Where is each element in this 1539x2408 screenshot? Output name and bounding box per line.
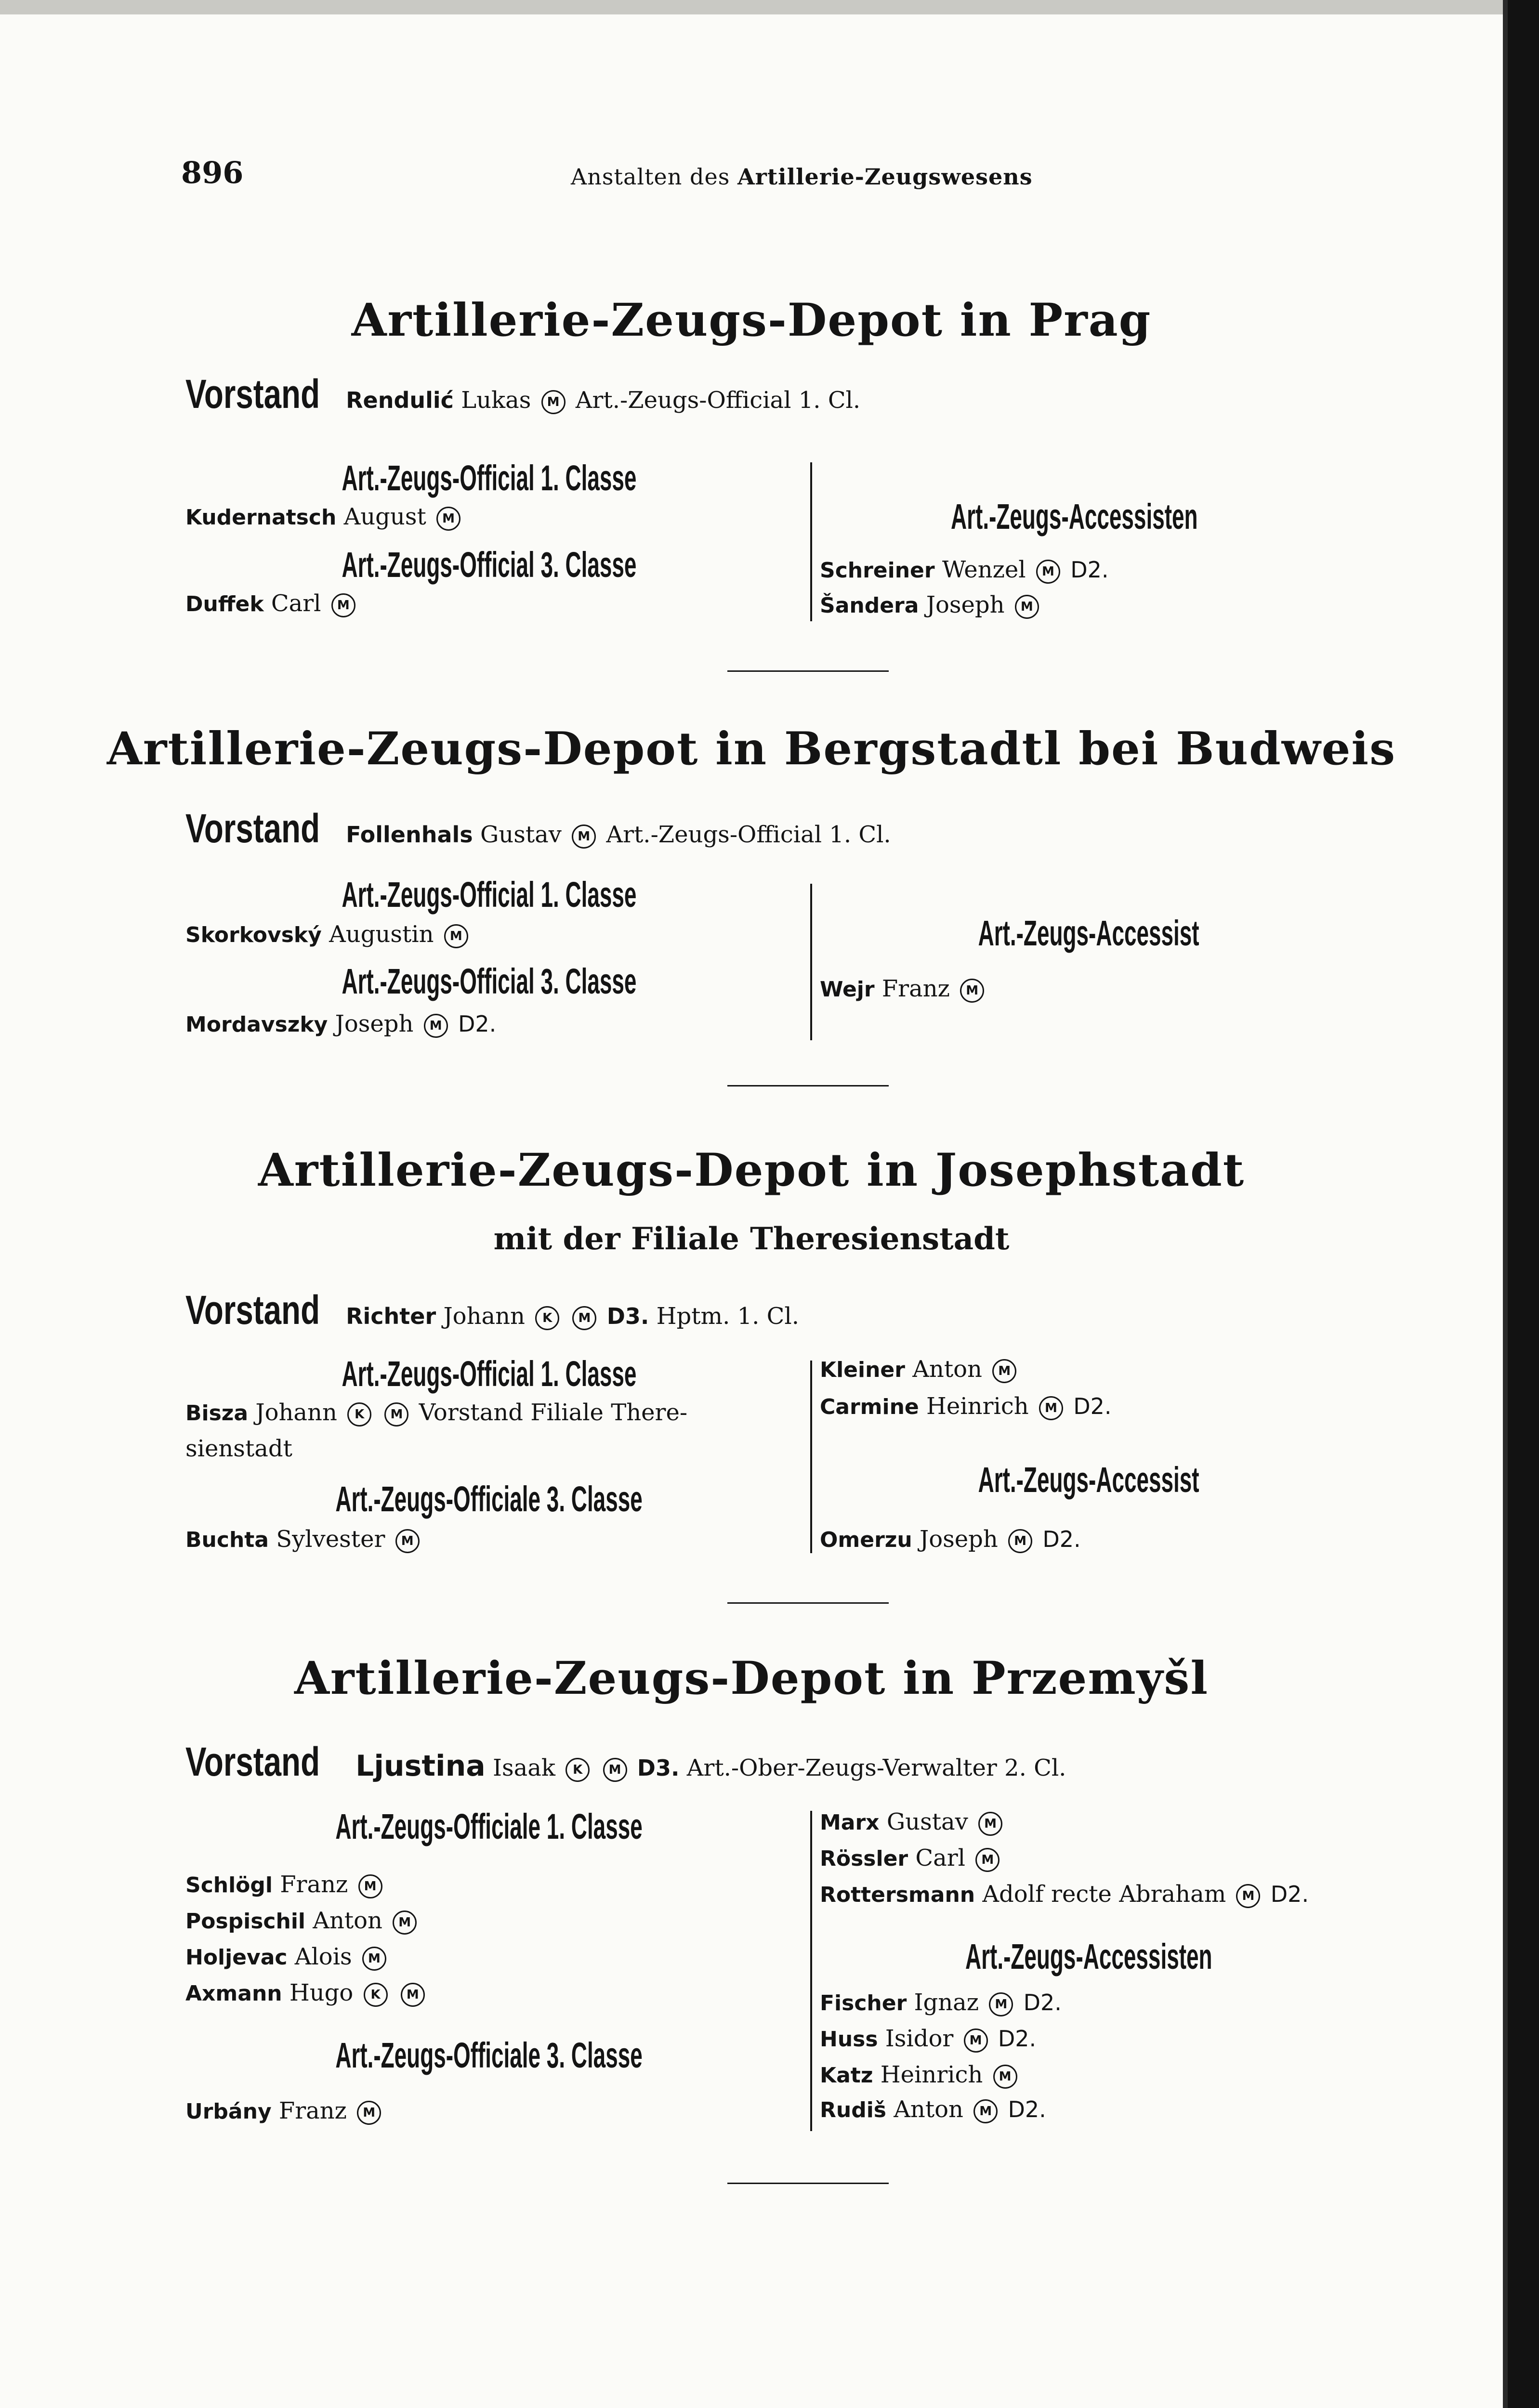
vorstand-line-przemysl [185, 1739, 1066, 1785]
military-merit-icon: M [362, 1947, 386, 1971]
entry-note: Vorstand Filiale There- [419, 1399, 688, 1426]
section-subtitle: mit der Filiale Theresienstadt [493, 1221, 1010, 1257]
entry [820, 591, 1042, 619]
class-heading: Art.-Zeugs-Accessist [978, 1460, 1199, 1500]
entry [185, 2097, 384, 2125]
military-merit-icon: M [357, 2101, 381, 2125]
entry-surname: Holjevac [185, 1945, 288, 1970]
vorstand-surname: Ljustina [355, 1749, 486, 1783]
entry-surname: Bisza [185, 1401, 249, 1426]
class-heading-left [185, 2035, 792, 2076]
military-merit-icon: M [992, 1359, 1016, 1383]
vorstand-label: Vorstand [185, 806, 320, 851]
knight-cross-icon: K [364, 1983, 388, 2007]
entry [820, 2061, 1020, 2089]
entry-surname: Šandera [820, 593, 919, 618]
knight-cross-icon: K [347, 1402, 371, 1426]
entry-surname: Huss [820, 2027, 878, 2052]
entry-firstname: Augustin [329, 921, 434, 948]
entry [185, 1907, 420, 1935]
scan-top-edge [0, 0, 1503, 14]
class-heading: Art.-Zeugs-Official 1. Classe [342, 458, 636, 498]
entry [185, 503, 463, 531]
entry-firstname: Alois [294, 1943, 352, 1970]
military-merit-icon: M [989, 1992, 1013, 2016]
entry-firstname: August [343, 503, 426, 530]
column-divider [810, 884, 812, 1040]
entry-surname: Pospischil [185, 1909, 306, 1934]
class-heading: Art.-Zeugs-Official 1. Classe [342, 1354, 636, 1394]
entry-surname: Mordavszky [185, 1012, 328, 1037]
military-merit-icon: M [572, 1306, 596, 1330]
section-title-josephstadt: Artillerie-Zeugs-Depot in Josephstadt [258, 1144, 1245, 1197]
decoration-mark: D2. [458, 1011, 497, 1037]
entry-surname: Carmine [820, 1395, 919, 1419]
entry-firstname: Adolf recte Abraham [982, 1881, 1226, 1908]
entry-firstname: Joseph [926, 591, 1005, 618]
entry-firstname: Anton [912, 1356, 982, 1383]
military-merit-icon: M [444, 924, 468, 948]
military-merit-icon: M [572, 824, 596, 849]
military-merit-icon: M [1036, 560, 1060, 584]
class-heading-right [819, 913, 1358, 954]
entry-firstname: Carl [915, 1845, 966, 1871]
class-heading-left [185, 458, 792, 498]
class-heading-right [819, 1459, 1358, 1500]
military-merit-icon: M [401, 1983, 425, 2007]
entry [820, 1881, 1309, 1908]
vorstand-label: Vorstand [185, 1739, 320, 1784]
decoration-mark: D2. [1073, 1393, 1112, 1419]
knight-cross-icon: K [535, 1306, 559, 1330]
military-merit-icon: M [331, 593, 355, 617]
vorstand-firstname: Gustav [480, 821, 562, 848]
entry-firstname: Franz [278, 2097, 347, 2124]
military-merit-icon: M [975, 1848, 1000, 1872]
section-divider [727, 670, 889, 672]
entry [820, 1526, 1081, 1553]
class-heading-left [185, 1479, 792, 1519]
class-heading: Art.-Zeugs-Accessisten [950, 497, 1198, 537]
entry-firstname: Joseph [920, 1526, 998, 1553]
entry-surname: Skorkovský [185, 923, 322, 947]
entry-firstname: Hugo [289, 1979, 354, 2006]
entry [185, 1399, 687, 1426]
vorstand-rank: Art.-Ober-Zeugs-Verwalter 2. Cl. [686, 1754, 1066, 1781]
vorstand-line-bergstadtl [185, 805, 891, 852]
class-heading-right [819, 1936, 1358, 1977]
entry [820, 556, 1109, 584]
column-divider [810, 462, 812, 621]
class-heading: Art.-Zeugs-Officiale 3. Classe [335, 1479, 643, 1519]
entry-firstname: Isidor [885, 2025, 954, 2052]
entry-firstname: Johann [255, 1399, 337, 1426]
military-merit-icon: M [1236, 1884, 1260, 1908]
entry [820, 1808, 1005, 1836]
entry [185, 921, 471, 948]
entry [820, 2025, 1036, 2053]
military-merit-icon: M [960, 979, 984, 1003]
entry [820, 2096, 1046, 2123]
military-merit-icon: M [993, 2065, 1017, 2089]
vorstand-rank: Art.-Zeugs-Official 1. Cl. [575, 387, 861, 414]
class-heading-left [185, 1353, 792, 1394]
entry-firstname: Wenzel [942, 556, 1026, 583]
decoration-mark: D2. [1042, 1526, 1081, 1552]
military-merit-icon: M [1008, 1529, 1032, 1553]
entry-firstname: Franz [280, 1871, 348, 1898]
military-merit-icon: M [541, 390, 566, 414]
section-divider [727, 1602, 889, 1604]
military-merit-icon: M [1039, 1396, 1063, 1420]
vorstand-firstname: Isaak [493, 1754, 555, 1781]
military-merit-icon: M [603, 1758, 627, 1782]
decoration-mark: D3. [637, 1755, 680, 1781]
class-heading-left [185, 1806, 792, 1847]
vorstand-surname: Rendulić [346, 387, 454, 413]
column-divider [810, 1361, 812, 1553]
entry [185, 1526, 422, 1553]
entry-surname: Schlögl [185, 1873, 273, 1898]
vorstand-line-prag [185, 371, 860, 418]
decoration-mark: D2. [1070, 557, 1109, 583]
entry-firstname: Ignaz [914, 1989, 979, 2016]
class-heading: Art.-Zeugs-Officiale 1. Classe [335, 1806, 643, 1846]
class-heading-left [185, 961, 792, 1002]
decoration-mark: D2. [1270, 1881, 1309, 1907]
entry-firstname: Sylvester [276, 1526, 385, 1553]
section-title-prag: Artillerie-Zeugs-Depot in Prag [351, 294, 1152, 347]
entry-surname: Buchta [185, 1528, 269, 1552]
entry-firstname: Anton [894, 2096, 963, 2123]
decoration-mark: D2. [1008, 2096, 1046, 2122]
entry-surname: Kleiner [820, 1358, 905, 1382]
entry-surname: Schreiner [820, 558, 935, 583]
entry-surname: Duffek [185, 592, 264, 616]
vorstand-firstname: Johann [443, 1303, 525, 1330]
section-divider [727, 1085, 889, 1086]
entry-surname: Kudernatsch [185, 505, 337, 530]
entry [820, 1393, 1112, 1420]
vorstand-line-josephstadt [185, 1287, 799, 1334]
decoration-mark: D3. [606, 1303, 649, 1329]
entry-firstname: Heinrich [926, 1393, 1029, 1420]
running-head [571, 164, 1033, 190]
class-heading: Art.-Zeugs-Officiale 3. Classe [335, 2035, 643, 2075]
entry-firstname: Carl [271, 590, 321, 617]
military-merit-icon: M [393, 1911, 417, 1935]
entry-firstname: Heinrich [880, 2061, 983, 2088]
entry [185, 1943, 389, 1971]
vorstand-surname: Richter [346, 1303, 436, 1329]
military-merit-icon: M [384, 1402, 408, 1426]
entry-surname: Axmann [185, 1981, 282, 2006]
vorstand-firstname: Lukas [461, 387, 531, 414]
entry [820, 1356, 1019, 1383]
entry-surname: Omerzu [820, 1528, 912, 1552]
knight-cross-icon: K [566, 1758, 590, 1782]
entry [820, 975, 987, 1003]
vorstand-label: Vorstand [185, 1287, 320, 1333]
entry-surname: Wejr [820, 977, 875, 1002]
entry [185, 1010, 496, 1038]
class-heading-left [185, 544, 792, 585]
class-heading: Art.-Zeugs-Accessisten [965, 1937, 1212, 1976]
entry [185, 590, 358, 617]
entry-surname: Rudiš [820, 2098, 886, 2122]
running-head-plain: Anstalten des [571, 164, 730, 190]
section-title-przemysl: Artillerie-Zeugs-Depot in Przemyšl [294, 1652, 1209, 1705]
running-head-bold: Artillerie-Zeugswesens [737, 164, 1033, 190]
vorstand-surname: Follenhals [346, 822, 473, 848]
page-number: 896 [181, 155, 244, 190]
decoration-mark: D2. [1023, 1989, 1062, 2015]
entry-firstname: Gustav [886, 1808, 968, 1835]
military-merit-icon: M [1015, 595, 1039, 619]
section-title-bergstadtl: Artillerie-Zeugs-Depot in Bergstadtl bei Budweis [106, 722, 1396, 775]
military-merit-icon: M [358, 1874, 382, 1898]
vorstand-rank: Art.-Zeugs-Official 1. Cl. [606, 821, 891, 848]
entry [820, 1989, 1062, 2016]
military-merit-icon: M [978, 1812, 1002, 1836]
entry-note-continued: sienstadt [185, 1435, 292, 1462]
entry-firstname: Joseph [335, 1010, 414, 1037]
vorstand-rank: Hptm. 1. Cl. [656, 1303, 799, 1330]
entry-surname: Rössler [820, 1846, 908, 1871]
section-divider [727, 2183, 889, 2184]
entry-surname: Katz [820, 2063, 873, 2088]
entry-surname: Marx [820, 1810, 880, 1835]
entry-surname: Fischer [820, 1991, 907, 2015]
class-heading-right [819, 496, 1329, 537]
military-merit-icon: M [436, 507, 460, 531]
class-heading: Art.-Zeugs-Accessist [978, 913, 1199, 953]
entry-surname: Rottersmann [820, 1883, 975, 1907]
military-merit-icon: M [964, 2028, 988, 2053]
vorstand-label: Vorstand [185, 371, 320, 417]
entry [185, 1871, 385, 1898]
entry [185, 1979, 428, 2007]
decoration-mark: D2. [998, 2026, 1037, 2052]
military-merit-icon: M [973, 2099, 998, 2123]
class-heading: Art.-Zeugs-Official 3. Classe [342, 545, 636, 585]
class-heading: Art.-Zeugs-Official 3. Classe [342, 961, 636, 1001]
military-merit-icon: M [424, 1014, 448, 1038]
entry-firstname: Anton [313, 1907, 382, 1934]
entry-surname: Urbány [185, 2099, 272, 2124]
class-heading-left [185, 874, 792, 915]
military-merit-icon: M [395, 1529, 420, 1553]
entry [820, 1845, 1002, 1872]
column-divider [810, 1811, 812, 2131]
class-heading: Art.-Zeugs-Official 1. Classe [342, 875, 636, 915]
entry-firstname: Franz [881, 975, 950, 1002]
